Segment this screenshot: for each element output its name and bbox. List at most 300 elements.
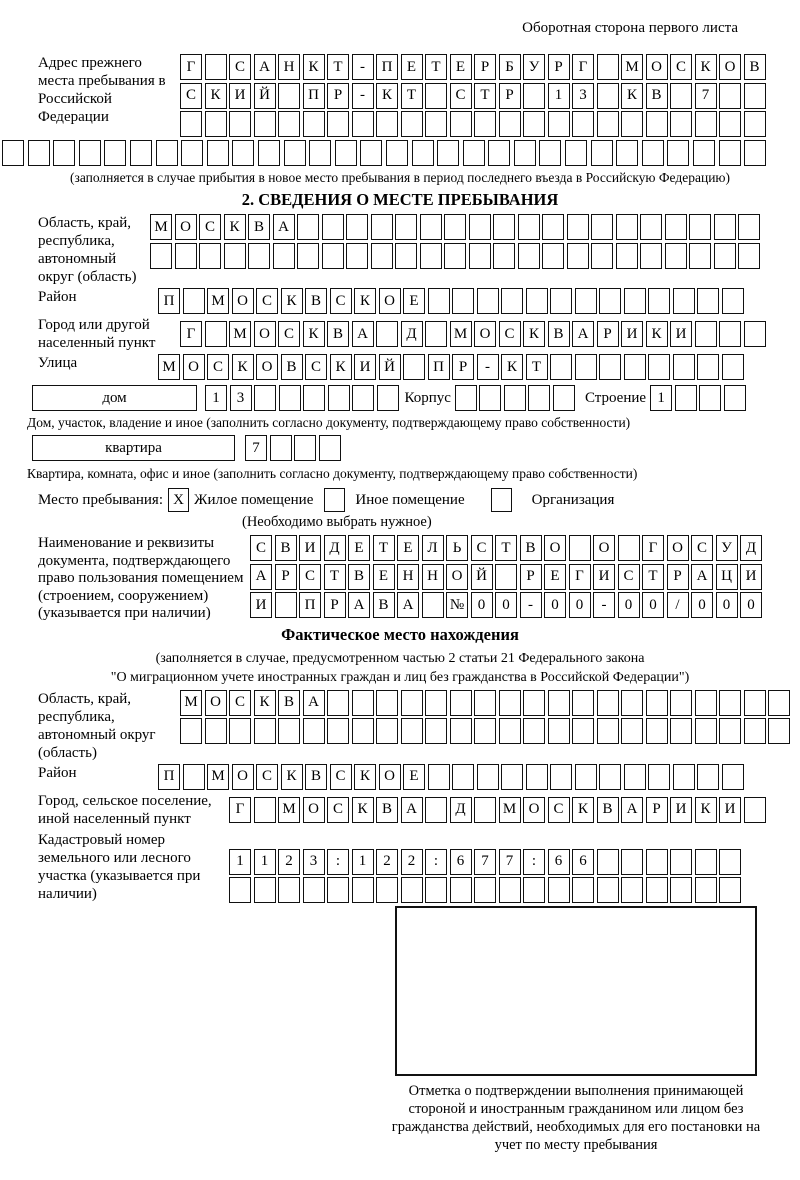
char-cell[interactable] bbox=[597, 111, 619, 137]
char-cell[interactable] bbox=[273, 243, 295, 269]
char-cell[interactable] bbox=[130, 140, 152, 166]
char-cell[interactable]: Т bbox=[373, 535, 395, 561]
char-cell[interactable] bbox=[303, 385, 325, 411]
char-cell[interactable] bbox=[526, 288, 548, 314]
char-cell[interactable]: Т bbox=[324, 564, 346, 590]
char-cell[interactable] bbox=[673, 764, 695, 790]
char-cell[interactable]: Р bbox=[520, 564, 542, 590]
char-cell[interactable]: Р bbox=[327, 83, 349, 109]
char-cell[interactable]: С bbox=[330, 288, 352, 314]
char-cell[interactable] bbox=[386, 140, 408, 166]
char-cell[interactable] bbox=[550, 354, 572, 380]
char-cell[interactable] bbox=[352, 690, 374, 716]
char-cell[interactable]: 1 bbox=[254, 849, 276, 875]
char-cell[interactable] bbox=[352, 718, 374, 744]
char-cell[interactable] bbox=[499, 718, 521, 744]
char-cell[interactable] bbox=[183, 288, 205, 314]
char-cell[interactable] bbox=[675, 385, 697, 411]
char-cell[interactable] bbox=[2, 140, 24, 166]
char-cell[interactable] bbox=[254, 718, 276, 744]
char-cell[interactable]: О bbox=[593, 535, 615, 561]
char-cell[interactable] bbox=[156, 140, 178, 166]
char-cell[interactable]: Д bbox=[401, 321, 423, 347]
char-cell[interactable]: М bbox=[450, 321, 472, 347]
char-cell[interactable] bbox=[523, 690, 545, 716]
char-cell[interactable] bbox=[693, 140, 715, 166]
char-cell[interactable] bbox=[425, 321, 447, 347]
char-cell[interactable] bbox=[695, 718, 717, 744]
char-cell[interactable] bbox=[523, 83, 545, 109]
char-cell[interactable] bbox=[648, 288, 670, 314]
char-cell[interactable] bbox=[689, 214, 711, 240]
char-cell[interactable]: П bbox=[428, 354, 450, 380]
char-cell[interactable]: Г bbox=[229, 797, 251, 823]
char-cell[interactable] bbox=[422, 592, 444, 618]
char-cell[interactable]: 1 bbox=[548, 83, 570, 109]
char-cell[interactable]: А bbox=[254, 54, 276, 80]
char-cell[interactable]: И bbox=[621, 321, 643, 347]
char-cell[interactable]: К bbox=[376, 83, 398, 109]
char-cell[interactable] bbox=[294, 435, 316, 461]
char-cell[interactable]: В bbox=[520, 535, 542, 561]
char-cell[interactable]: В bbox=[305, 764, 327, 790]
char-cell[interactable] bbox=[335, 140, 357, 166]
char-cell[interactable]: Е bbox=[450, 54, 472, 80]
char-cell[interactable]: К bbox=[646, 321, 668, 347]
char-cell[interactable] bbox=[670, 111, 692, 137]
char-cell[interactable] bbox=[104, 140, 126, 166]
char-cell[interactable]: М bbox=[180, 690, 202, 716]
char-cell[interactable] bbox=[768, 690, 790, 716]
char-cell[interactable]: М bbox=[621, 54, 643, 80]
char-cell[interactable] bbox=[699, 385, 721, 411]
char-cell[interactable] bbox=[722, 764, 744, 790]
char-cell[interactable]: К bbox=[330, 354, 352, 380]
char-cell[interactable] bbox=[591, 243, 613, 269]
char-cell[interactable] bbox=[591, 214, 613, 240]
char-cell[interactable]: О bbox=[544, 535, 566, 561]
char-cell[interactable]: Н bbox=[278, 54, 300, 80]
char-cell[interactable] bbox=[548, 690, 570, 716]
char-cell[interactable] bbox=[327, 877, 349, 903]
char-cell[interactable] bbox=[452, 288, 474, 314]
char-cell[interactable]: О bbox=[523, 797, 545, 823]
char-cell[interactable]: К bbox=[523, 321, 545, 347]
char-cell[interactable]: К bbox=[303, 54, 325, 80]
char-cell[interactable]: В bbox=[373, 592, 395, 618]
char-cell[interactable] bbox=[275, 592, 297, 618]
char-cell[interactable]: 1 bbox=[352, 849, 374, 875]
char-cell[interactable]: С bbox=[180, 83, 202, 109]
char-cell[interactable] bbox=[616, 243, 638, 269]
char-cell[interactable] bbox=[279, 385, 301, 411]
char-cell[interactable] bbox=[572, 877, 594, 903]
char-cell[interactable] bbox=[183, 764, 205, 790]
char-cell[interactable]: В bbox=[744, 54, 766, 80]
char-cell[interactable]: С bbox=[691, 535, 713, 561]
char-cell[interactable]: Р bbox=[646, 797, 668, 823]
char-cell[interactable] bbox=[738, 243, 760, 269]
char-cell[interactable]: У bbox=[523, 54, 545, 80]
stay-option-organization-checkbox[interactable] bbox=[491, 488, 512, 512]
char-cell[interactable] bbox=[444, 214, 466, 240]
char-cell[interactable] bbox=[499, 690, 521, 716]
char-cell[interactable] bbox=[180, 718, 202, 744]
char-cell[interactable]: П bbox=[158, 764, 180, 790]
char-cell[interactable] bbox=[376, 111, 398, 137]
char-cell[interactable]: К bbox=[572, 797, 594, 823]
char-cell[interactable] bbox=[450, 111, 472, 137]
char-cell[interactable]: 0 bbox=[642, 592, 664, 618]
char-cell[interactable] bbox=[616, 140, 638, 166]
char-cell[interactable] bbox=[425, 718, 447, 744]
char-cell[interactable] bbox=[618, 535, 640, 561]
char-cell[interactable]: И bbox=[670, 321, 692, 347]
char-cell[interactable] bbox=[646, 690, 668, 716]
char-cell[interactable]: П bbox=[158, 288, 180, 314]
char-cell[interactable]: Й bbox=[254, 83, 276, 109]
char-cell[interactable] bbox=[327, 718, 349, 744]
char-cell[interactable] bbox=[322, 214, 344, 240]
char-cell[interactable]: А bbox=[273, 214, 295, 240]
char-cell[interactable] bbox=[371, 243, 393, 269]
char-cell[interactable]: 6 bbox=[572, 849, 594, 875]
char-cell[interactable] bbox=[719, 321, 741, 347]
char-cell[interactable] bbox=[229, 877, 251, 903]
char-cell[interactable]: 6 bbox=[450, 849, 472, 875]
char-cell[interactable]: А bbox=[250, 564, 272, 590]
char-cell[interactable] bbox=[640, 243, 662, 269]
char-cell[interactable] bbox=[346, 243, 368, 269]
char-cell[interactable]: Е bbox=[401, 54, 423, 80]
char-cell[interactable] bbox=[352, 385, 374, 411]
char-cell[interactable] bbox=[719, 718, 741, 744]
char-cell[interactable] bbox=[714, 243, 736, 269]
char-cell[interactable] bbox=[450, 690, 472, 716]
char-cell[interactable] bbox=[254, 877, 276, 903]
char-cell[interactable] bbox=[599, 288, 621, 314]
char-cell[interactable] bbox=[572, 111, 594, 137]
char-cell[interactable]: А bbox=[397, 592, 419, 618]
char-cell[interactable]: 1 bbox=[229, 849, 251, 875]
char-cell[interactable] bbox=[371, 214, 393, 240]
char-cell[interactable]: 0 bbox=[569, 592, 591, 618]
char-cell[interactable] bbox=[575, 354, 597, 380]
char-cell[interactable] bbox=[450, 718, 472, 744]
char-cell[interactable] bbox=[597, 718, 619, 744]
char-cell[interactable] bbox=[319, 435, 341, 461]
char-cell[interactable]: - bbox=[352, 54, 374, 80]
char-cell[interactable] bbox=[401, 718, 423, 744]
char-cell[interactable]: О bbox=[183, 354, 205, 380]
char-cell[interactable]: С bbox=[471, 535, 493, 561]
char-cell[interactable]: И bbox=[593, 564, 615, 590]
char-cell[interactable] bbox=[150, 243, 172, 269]
char-cell[interactable] bbox=[670, 83, 692, 109]
char-cell[interactable]: 3 bbox=[572, 83, 594, 109]
char-cell[interactable] bbox=[665, 243, 687, 269]
char-cell[interactable] bbox=[673, 354, 695, 380]
char-cell[interactable] bbox=[719, 140, 741, 166]
char-cell[interactable] bbox=[474, 877, 496, 903]
char-cell[interactable] bbox=[327, 690, 349, 716]
char-cell[interactable]: У bbox=[716, 535, 738, 561]
char-cell[interactable]: К bbox=[254, 690, 276, 716]
char-cell[interactable]: М bbox=[229, 321, 251, 347]
stay-option-other-checkbox[interactable] bbox=[324, 488, 345, 512]
char-cell[interactable] bbox=[539, 140, 561, 166]
char-cell[interactable]: А bbox=[621, 797, 643, 823]
char-cell[interactable] bbox=[474, 718, 496, 744]
char-cell[interactable]: Т bbox=[327, 54, 349, 80]
char-cell[interactable]: Т bbox=[474, 83, 496, 109]
char-cell[interactable]: И bbox=[250, 592, 272, 618]
char-cell[interactable] bbox=[667, 140, 689, 166]
char-cell[interactable] bbox=[412, 140, 434, 166]
char-cell[interactable] bbox=[477, 288, 499, 314]
char-cell[interactable] bbox=[327, 111, 349, 137]
char-cell[interactable] bbox=[548, 111, 570, 137]
char-cell[interactable] bbox=[229, 111, 251, 137]
char-cell[interactable]: С bbox=[229, 690, 251, 716]
char-cell[interactable] bbox=[719, 849, 741, 875]
char-cell[interactable]: Н bbox=[422, 564, 444, 590]
char-cell[interactable]: О bbox=[719, 54, 741, 80]
char-cell[interactable] bbox=[621, 111, 643, 137]
char-cell[interactable] bbox=[328, 385, 350, 411]
char-cell[interactable]: Е bbox=[348, 535, 370, 561]
char-cell[interactable]: С bbox=[278, 321, 300, 347]
char-cell[interactable] bbox=[744, 140, 766, 166]
char-cell[interactable] bbox=[401, 111, 423, 137]
char-cell[interactable]: 0 bbox=[716, 592, 738, 618]
char-cell[interactable] bbox=[724, 385, 746, 411]
char-cell[interactable] bbox=[744, 83, 766, 109]
char-cell[interactable]: О bbox=[254, 321, 276, 347]
char-cell[interactable]: 7 bbox=[499, 849, 521, 875]
char-cell[interactable] bbox=[488, 140, 510, 166]
char-cell[interactable]: О bbox=[646, 54, 668, 80]
char-cell[interactable] bbox=[697, 288, 719, 314]
char-cell[interactable]: С bbox=[256, 288, 278, 314]
char-cell[interactable] bbox=[528, 385, 550, 411]
char-cell[interactable] bbox=[572, 690, 594, 716]
char-cell[interactable] bbox=[648, 764, 670, 790]
char-cell[interactable]: А bbox=[303, 690, 325, 716]
char-cell[interactable]: А bbox=[691, 564, 713, 590]
char-cell[interactable]: К bbox=[354, 288, 376, 314]
char-cell[interactable]: 0 bbox=[691, 592, 713, 618]
char-cell[interactable]: И bbox=[299, 535, 321, 561]
char-cell[interactable]: В bbox=[548, 321, 570, 347]
char-cell[interactable]: № bbox=[446, 592, 468, 618]
char-cell[interactable] bbox=[646, 718, 668, 744]
char-cell[interactable]: К bbox=[695, 797, 717, 823]
char-cell[interactable]: 7 bbox=[695, 83, 717, 109]
char-cell[interactable] bbox=[444, 243, 466, 269]
char-cell[interactable] bbox=[199, 243, 221, 269]
char-cell[interactable] bbox=[719, 83, 741, 109]
stay-option-residential-checkbox[interactable]: X bbox=[168, 488, 189, 512]
char-cell[interactable] bbox=[479, 385, 501, 411]
char-cell[interactable] bbox=[523, 718, 545, 744]
char-cell[interactable] bbox=[569, 535, 591, 561]
char-cell[interactable] bbox=[493, 214, 515, 240]
char-cell[interactable]: К bbox=[281, 764, 303, 790]
char-cell[interactable] bbox=[420, 243, 442, 269]
char-cell[interactable]: 2 bbox=[401, 849, 423, 875]
char-cell[interactable] bbox=[567, 243, 589, 269]
char-cell[interactable]: О bbox=[474, 321, 496, 347]
char-cell[interactable]: И bbox=[229, 83, 251, 109]
char-cell[interactable]: 0 bbox=[544, 592, 566, 618]
char-cell[interactable]: С bbox=[327, 797, 349, 823]
char-cell[interactable] bbox=[670, 849, 692, 875]
char-cell[interactable] bbox=[53, 140, 75, 166]
char-cell[interactable]: Г bbox=[180, 54, 202, 80]
char-cell[interactable]: С bbox=[229, 54, 251, 80]
char-cell[interactable]: О bbox=[175, 214, 197, 240]
char-cell[interactable] bbox=[180, 111, 202, 137]
char-cell[interactable]: Т bbox=[526, 354, 548, 380]
char-cell[interactable]: Е bbox=[403, 288, 425, 314]
char-cell[interactable]: / bbox=[667, 592, 689, 618]
char-cell[interactable] bbox=[401, 690, 423, 716]
char-cell[interactable] bbox=[695, 849, 717, 875]
char-cell[interactable]: И bbox=[740, 564, 762, 590]
char-cell[interactable] bbox=[523, 111, 545, 137]
char-cell[interactable]: Д bbox=[324, 535, 346, 561]
char-cell[interactable]: С bbox=[305, 354, 327, 380]
char-cell[interactable] bbox=[621, 690, 643, 716]
char-cell[interactable]: 3 bbox=[230, 385, 252, 411]
char-cell[interactable] bbox=[648, 354, 670, 380]
char-cell[interactable] bbox=[567, 214, 589, 240]
char-cell[interactable] bbox=[258, 140, 280, 166]
char-cell[interactable]: С bbox=[618, 564, 640, 590]
char-cell[interactable]: Е bbox=[373, 564, 395, 590]
char-cell[interactable]: Й bbox=[379, 354, 401, 380]
char-cell[interactable] bbox=[624, 764, 646, 790]
char-cell[interactable]: К bbox=[501, 354, 523, 380]
char-cell[interactable]: Т bbox=[425, 54, 447, 80]
char-cell[interactable] bbox=[303, 877, 325, 903]
char-cell[interactable]: А bbox=[348, 592, 370, 618]
char-cell[interactable] bbox=[493, 243, 515, 269]
char-cell[interactable]: В bbox=[646, 83, 668, 109]
char-cell[interactable]: Е bbox=[403, 764, 425, 790]
char-cell[interactable] bbox=[499, 877, 521, 903]
char-cell[interactable]: П bbox=[299, 592, 321, 618]
char-cell[interactable]: Р bbox=[324, 592, 346, 618]
char-cell[interactable] bbox=[450, 877, 472, 903]
char-cell[interactable] bbox=[401, 877, 423, 903]
char-cell[interactable] bbox=[575, 288, 597, 314]
char-cell[interactable] bbox=[550, 764, 572, 790]
char-cell[interactable] bbox=[597, 690, 619, 716]
char-cell[interactable]: С bbox=[207, 354, 229, 380]
char-cell[interactable] bbox=[79, 140, 101, 166]
char-cell[interactable] bbox=[697, 354, 719, 380]
char-cell[interactable]: 7 bbox=[245, 435, 267, 461]
char-cell[interactable]: Г bbox=[180, 321, 202, 347]
char-cell[interactable] bbox=[495, 564, 517, 590]
char-cell[interactable] bbox=[207, 140, 229, 166]
char-cell[interactable]: М bbox=[150, 214, 172, 240]
char-cell[interactable] bbox=[229, 718, 251, 744]
char-cell[interactable]: 2 bbox=[376, 849, 398, 875]
char-cell[interactable] bbox=[278, 718, 300, 744]
char-cell[interactable] bbox=[297, 243, 319, 269]
char-cell[interactable] bbox=[599, 354, 621, 380]
char-cell[interactable] bbox=[501, 288, 523, 314]
char-cell[interactable]: Д bbox=[740, 535, 762, 561]
char-cell[interactable] bbox=[616, 214, 638, 240]
char-cell[interactable] bbox=[714, 214, 736, 240]
char-cell[interactable]: М bbox=[207, 288, 229, 314]
char-cell[interactable]: 1 bbox=[205, 385, 227, 411]
char-cell[interactable] bbox=[744, 797, 766, 823]
char-cell[interactable] bbox=[309, 140, 331, 166]
char-cell[interactable] bbox=[670, 877, 692, 903]
char-cell[interactable] bbox=[232, 140, 254, 166]
char-cell[interactable] bbox=[744, 718, 766, 744]
char-cell[interactable] bbox=[553, 385, 575, 411]
char-cell[interactable] bbox=[420, 214, 442, 240]
char-cell[interactable]: В bbox=[248, 214, 270, 240]
char-cell[interactable]: Р bbox=[452, 354, 474, 380]
char-cell[interactable]: Т bbox=[642, 564, 664, 590]
char-cell[interactable]: А bbox=[572, 321, 594, 347]
char-cell[interactable]: О bbox=[232, 288, 254, 314]
char-cell[interactable] bbox=[376, 718, 398, 744]
char-cell[interactable] bbox=[599, 764, 621, 790]
char-cell[interactable] bbox=[670, 690, 692, 716]
char-cell[interactable] bbox=[463, 140, 485, 166]
char-cell[interactable]: В bbox=[597, 797, 619, 823]
char-cell[interactable]: В bbox=[281, 354, 303, 380]
char-cell[interactable] bbox=[205, 54, 227, 80]
char-cell[interactable]: О bbox=[303, 797, 325, 823]
char-cell[interactable]: О bbox=[667, 535, 689, 561]
char-cell[interactable] bbox=[469, 214, 491, 240]
char-cell[interactable]: Р bbox=[474, 54, 496, 80]
char-cell[interactable]: М bbox=[499, 797, 521, 823]
char-cell[interactable] bbox=[572, 718, 594, 744]
char-cell[interactable] bbox=[425, 111, 447, 137]
char-cell[interactable]: К bbox=[695, 54, 717, 80]
char-cell[interactable] bbox=[722, 288, 744, 314]
char-cell[interactable] bbox=[542, 243, 564, 269]
char-cell[interactable]: В bbox=[348, 564, 370, 590]
char-cell[interactable]: 3 bbox=[303, 849, 325, 875]
char-cell[interactable]: С bbox=[330, 764, 352, 790]
char-cell[interactable] bbox=[591, 140, 613, 166]
char-cell[interactable] bbox=[175, 243, 197, 269]
char-cell[interactable] bbox=[284, 140, 306, 166]
char-cell[interactable]: М bbox=[278, 797, 300, 823]
char-cell[interactable] bbox=[744, 690, 766, 716]
char-cell[interactable]: Р bbox=[667, 564, 689, 590]
char-cell[interactable]: К bbox=[303, 321, 325, 347]
char-cell[interactable] bbox=[523, 877, 545, 903]
char-cell[interactable]: Р bbox=[597, 321, 619, 347]
char-cell[interactable] bbox=[376, 690, 398, 716]
char-cell[interactable] bbox=[597, 54, 619, 80]
char-cell[interactable]: А bbox=[401, 797, 423, 823]
char-cell[interactable]: И bbox=[670, 797, 692, 823]
char-cell[interactable]: С bbox=[256, 764, 278, 790]
